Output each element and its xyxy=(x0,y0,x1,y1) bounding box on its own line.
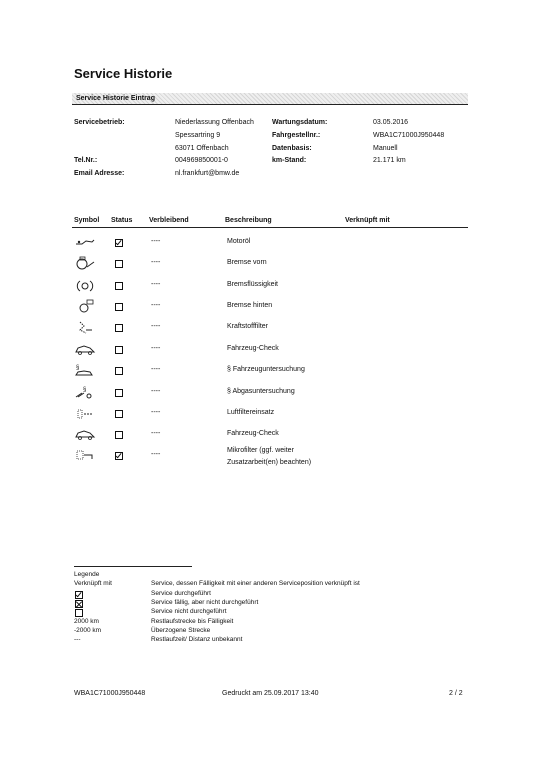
emission-inspection-icon xyxy=(74,385,96,399)
microfilter-icon xyxy=(74,448,96,462)
description-text: Mikrofilter (ggf. weiter xyxy=(227,447,294,454)
status-checkbox xyxy=(115,367,123,375)
description-text: Bremse hinten xyxy=(227,302,273,309)
wartungsdatum-value: 03.05.2016 xyxy=(373,119,409,126)
legend-text-done: Service durchgeführt xyxy=(151,590,211,597)
wartungsdatum-label: Wartungsdatum: xyxy=(272,119,328,126)
fahrgestell-value: WBA1C71000J950448 xyxy=(373,132,445,139)
status-checkbox xyxy=(115,452,123,460)
legend-text-overdue: Überzogene Strecke xyxy=(151,627,211,634)
vehicle-check-icon xyxy=(74,342,96,356)
datenbasis-label: Datenbasis: xyxy=(272,145,312,152)
km-label: km-Stand: xyxy=(272,157,307,164)
servicebetrieb-label: Servicebetrieb: xyxy=(74,119,125,126)
email-value: nl.frankfurt@bmw.de xyxy=(175,170,240,177)
remaining-value: ---- xyxy=(151,366,161,373)
legend-text-linked: Service, dessen Fälligkeit mit einer anderen Serviceposition verknüpft ist xyxy=(151,580,360,587)
table-header-rule xyxy=(72,227,468,228)
status-checkbox xyxy=(115,324,123,332)
brake-rear-icon xyxy=(74,299,96,313)
legend-key-km: 2000 km xyxy=(74,618,99,625)
status-checkbox xyxy=(115,410,123,418)
svg-text:§: § xyxy=(83,387,87,393)
description-text: Fahrzeug-Check xyxy=(227,430,279,437)
remaining-value: ---- xyxy=(151,409,161,416)
fuel-filter-icon xyxy=(74,320,96,334)
legend-key-overdue: -2000 km xyxy=(74,627,102,634)
remaining-value: ---- xyxy=(151,451,161,458)
remaining-value: ---- xyxy=(151,302,161,309)
legend-empty-icon xyxy=(75,609,83,617)
legend-divider xyxy=(74,566,192,567)
col-linked: Verknüpft mit xyxy=(345,217,390,224)
description-text: Motoröl xyxy=(227,238,251,245)
remaining-value: ---- xyxy=(151,323,161,330)
legend-text-km: Restlaufstrecke bis Fälligkeit xyxy=(151,618,234,625)
status-checkbox xyxy=(115,239,123,247)
km-value: 21.171 km xyxy=(373,157,406,164)
vehicle-check-icon xyxy=(74,427,96,441)
vehicle-inspection-icon xyxy=(74,363,96,377)
footer-printed: Gedruckt am 25.09.2017 13:40 xyxy=(222,690,319,697)
tel-label: Tel.Nr.: xyxy=(74,157,98,164)
email-label: Email Adresse: xyxy=(74,170,125,177)
remaining-value: ---- xyxy=(151,238,161,245)
status-checkbox xyxy=(115,431,123,439)
oil-can-icon xyxy=(74,235,96,249)
legend-key-unknown: --- xyxy=(74,636,81,643)
page-title: Service Historie xyxy=(74,66,173,81)
footer-vin: WBA1C71000J950448 xyxy=(74,690,146,697)
status-checkbox xyxy=(115,260,123,268)
brake-fluid-icon xyxy=(74,278,96,292)
description-text: Bremse vorn xyxy=(227,259,267,266)
footer-page: 2 / 2 xyxy=(449,690,463,697)
legend-key-linked: Verknüpft mit xyxy=(74,580,112,587)
brake-front-icon xyxy=(74,256,96,270)
status-checkbox xyxy=(115,303,123,311)
description-text: Fahrzeug-Check xyxy=(227,345,279,352)
legend-crossed-icon xyxy=(75,600,83,608)
status-checkbox xyxy=(115,282,123,290)
description-text-line-2: Zusatzarbeit(en) beachten) xyxy=(227,459,312,466)
servicebetrieb-line-3: 63071 Offenbach xyxy=(175,145,229,152)
legend-text-unknown: Restlaufzeit/ Distanz unbekannt xyxy=(151,636,243,643)
status-checkbox xyxy=(115,346,123,354)
svg-text:§: § xyxy=(76,365,80,371)
legend-text-not-done: Service nicht durchgeführt xyxy=(151,608,227,615)
description-text: § Abgasuntersuchung xyxy=(227,388,295,395)
col-symbol: Symbol xyxy=(74,217,100,224)
air-filter-icon xyxy=(74,406,96,420)
remaining-value: ---- xyxy=(151,345,161,352)
tel-value: 004969850001-0 xyxy=(175,157,228,164)
col-status: Status xyxy=(111,217,133,224)
remaining-value: ---- xyxy=(151,430,161,437)
section-title: Service Historie Eintrag xyxy=(76,95,155,102)
description-text: Luftfiltereinsatz xyxy=(227,409,275,416)
legend-text-due: Service fällig, aber nicht durchgeführt xyxy=(151,599,259,606)
fahrgestell-label: Fahrgestellnr.: xyxy=(272,132,321,139)
legend-checked-icon xyxy=(75,591,83,599)
servicebetrieb-line-2: Spessartring 9 xyxy=(175,132,221,139)
status-checkbox xyxy=(115,389,123,397)
description-text: Kraftstofffilter xyxy=(227,323,268,330)
col-description: Beschreibung xyxy=(225,217,272,224)
datenbasis-value: Manuell xyxy=(373,145,398,152)
remaining-value: ---- xyxy=(151,281,161,288)
section-header xyxy=(72,93,468,105)
servicebetrieb-line-1: Niederlassung Offenbach xyxy=(175,119,254,126)
remaining-value: ---- xyxy=(151,259,161,266)
remaining-value: ---- xyxy=(151,388,161,395)
col-remaining: Verbleibend xyxy=(149,217,189,224)
description-text: § Fahrzeuguntersuchung xyxy=(227,366,305,373)
legend-title: Legende xyxy=(74,571,100,578)
description-text: Bremsflüssigkeit xyxy=(227,281,278,288)
